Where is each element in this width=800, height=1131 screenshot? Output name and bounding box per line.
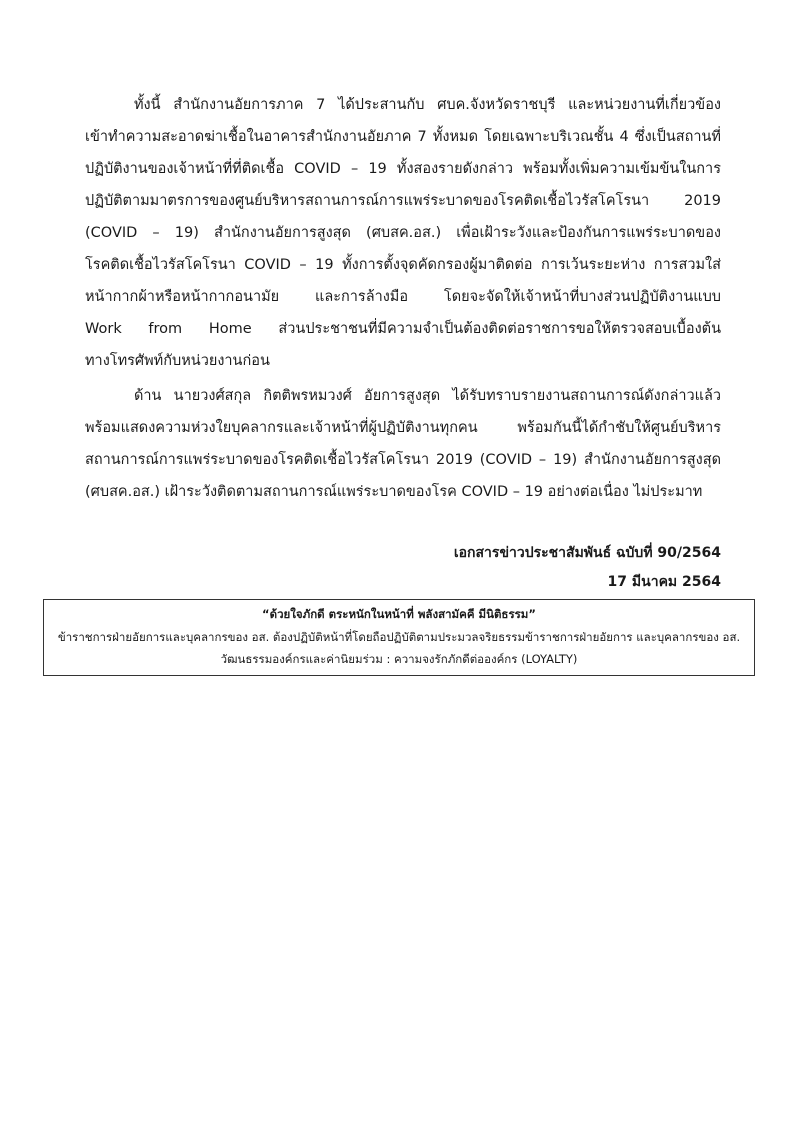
document-date: 17 มีนาคม 2564 <box>607 574 721 590</box>
paragraph-1-line-9: ทางโทรศัพท์กับหน่วยงานก่อน <box>85 353 270 369</box>
document-number: เอกสารข่าวประชาสัมพันธ์ ฉบับที่ 90/2564 <box>453 545 721 561</box>
paragraph-2-line-1: ด้าน นายวงศ์สกุล กิตติพรหมวงศ์ อัยการสูงสุด ได้รับทราบรายงานสถานการณ์ดังกล่าวแล้ว <box>134 388 721 404</box>
footer-ethics: ข้าราชการฝ่ายอัยการและบุคลากรของ อส. ต้องปฏิบัติหน้าที่โดยถือปฏิบัติตามประมวลจริยธรรมข้าราชการฝ่ายอัยการ และบุคลากรของ อส. <box>57 630 741 644</box>
paragraph-1-line-6: โรคติดเชื้อไวรัสโคโรนา COVID – 19 ทั้งการตั้งจุดคัดกรองผู้มาติดต่อ การเว้นระยะห่าง การสวมใส่ <box>85 257 721 273</box>
paragraph-2-line-2: พร้อมแสดงความห่วงใยบุคลากรและเจ้าหน้าที่ผู้ปฏิบัติงานทุกคน พร้อมกันนี้ได้กำชับให้ศูนย์บริหาร <box>85 420 721 436</box>
paragraph-1-line-1: ทั้งนี้ สำนักงานอัยการภาค 7 ได้ประสานกับ ศบค.จังหวัดราชบุรี และหน่วยงานที่เกี่ยวข้อง <box>134 97 721 113</box>
paragraph-1-line-2: เข้าทำความสะอาดฆ่าเชื้อในอาคารสำนักงานอัยภาค 7 ทั้งหมด โดยเฉพาะบริเวณชั้น 4 ซึ่งเป็นสถานที่ <box>85 129 721 145</box>
paragraph-1-line-4: ปฏิบัติตามมาตรการของศูนย์บริหารสถานการณ์การแพร่ระบาดของโรคติดเชื้อไวรัสโคโรนา 2019 <box>85 193 721 209</box>
footer-motto: “ด้วยใจภักดี ตระหนักในหน้าที่ พลังสามัคคี มีนิติธรรม” <box>262 607 536 621</box>
paragraph-1-line-8: Work from Home ส่วนประชาชนที่มีความจำเป็นต้องติดต่อราชการขอให้ตรวจสอบเบื้องต้น <box>85 321 721 337</box>
paragraph-2-line-3: สถานการณ์การแพร่ระบาดของโรคติดเชื้อไวรัสโคโรนา 2019 (COVID – 19) สำนักงานอัยการสูงสุด <box>85 452 721 468</box>
paragraph-1-line-7: หน้ากากผ้าหรือหน้ากากอนามัย และการล้างมือ โดยจะจัดให้เจ้าหน้าที่บางส่วนปฏิบัติงานแบบ <box>85 289 721 305</box>
paragraph-2-line-4: (ศบสค.อส.) เฝ้าระวังติดตามสถานการณ์แพร่ระบาดของโรค COVID – 19 อย่างต่อเนื่อง ไม่ประมาท <box>85 484 703 500</box>
paragraph-1-line-5: (COVID – 19) สำนักงานอัยการสูงสุด (ศบสค.อส.) เพื่อเฝ้าระวังและป้องกันการแพร่ระบาดของ <box>85 225 721 241</box>
footer-box <box>43 599 755 676</box>
paragraph-1-line-3: ปฏิบัติงานของเจ้าหน้าที่ที่ติดเชื้อ COVID – 19 ทั้งสองรายดังกล่าว พร้อมทั้งเพิ่มความเข้มข้นในการ <box>85 161 721 177</box>
footer-values: วัฒนธรรมองค์กรและค่านิยมร่วม : ความจงรักภักดีต่อองค์กร (LOYALTY) <box>220 652 578 666</box>
